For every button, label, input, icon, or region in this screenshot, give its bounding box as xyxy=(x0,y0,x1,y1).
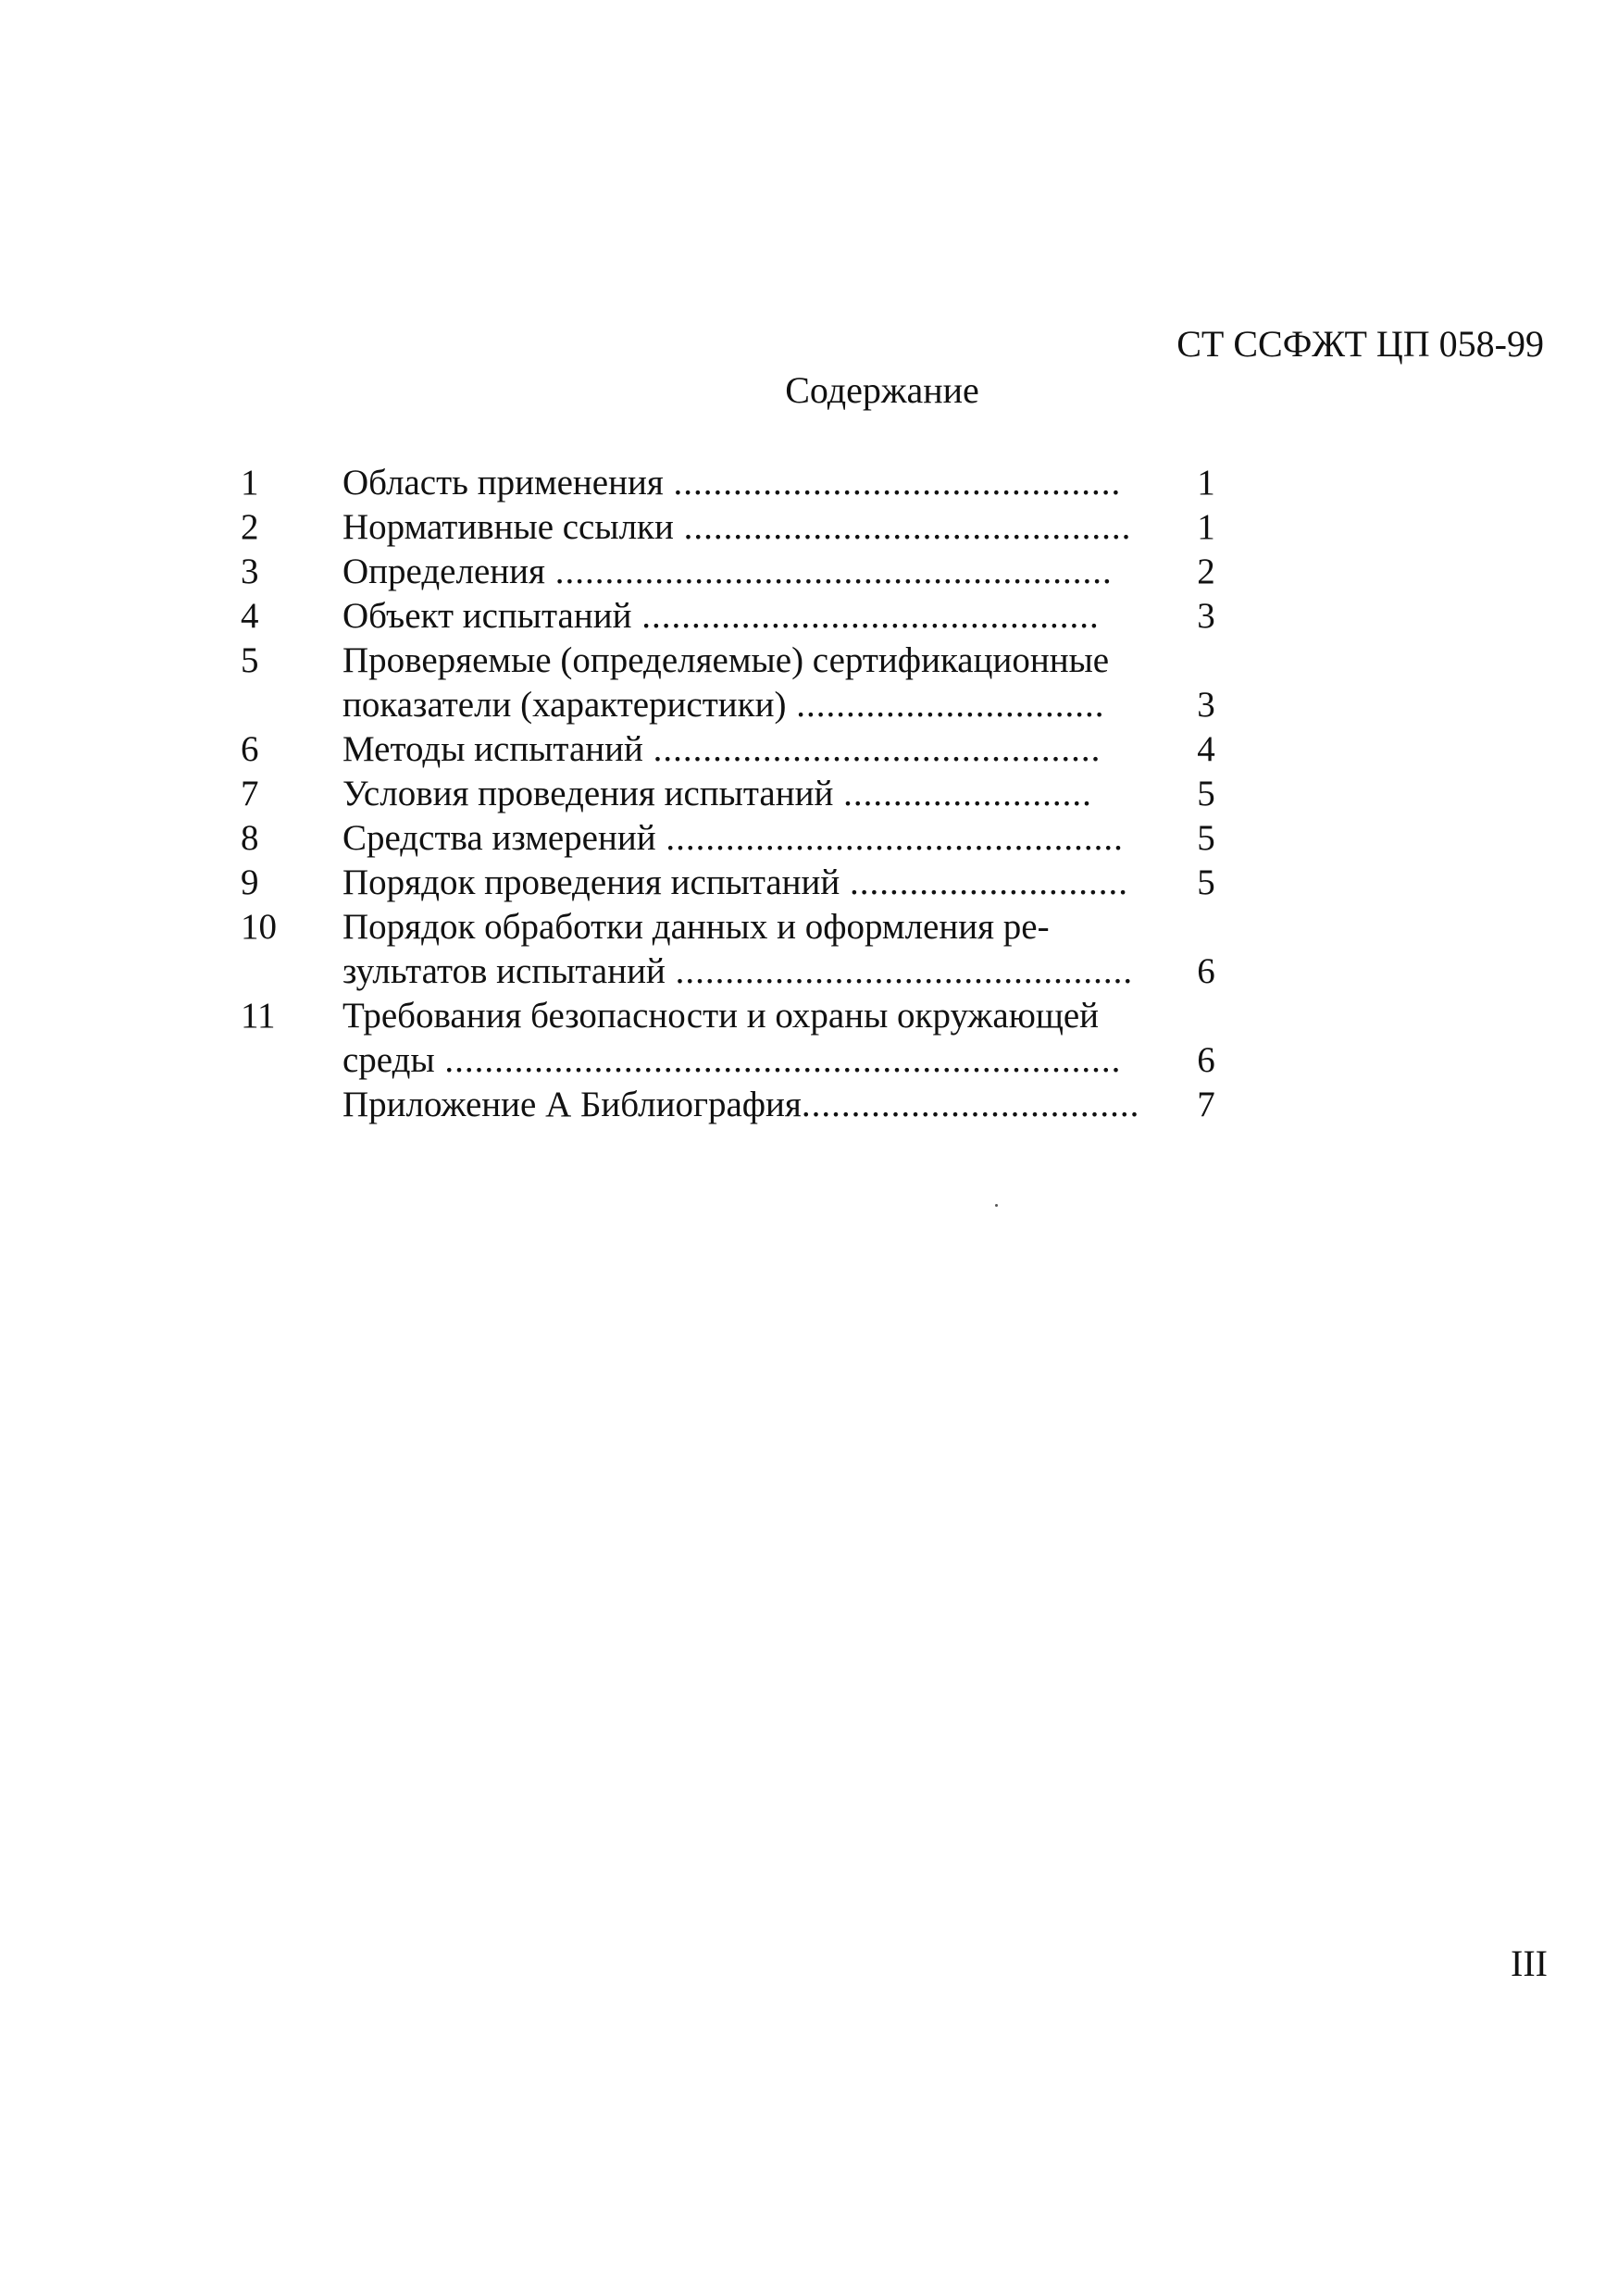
toc-line-text: Порядок проведения испытаний ............................ xyxy=(342,863,1129,902)
toc-title: Содержание xyxy=(785,369,979,411)
toc-line-page: 6 xyxy=(1197,1040,1215,1080)
toc-leader-dots: ............................................. xyxy=(663,463,1122,503)
toc-line-page: 6 xyxy=(1197,951,1215,991)
toc-line-page: 5 xyxy=(1197,818,1215,858)
toc-line-text: среды .................................................................... xyxy=(342,1040,1122,1080)
toc-line xyxy=(241,772,1222,816)
toc-line xyxy=(241,505,1222,550)
toc-line-number: 11 xyxy=(241,996,276,1036)
toc-line-text: Область применения ............................................. xyxy=(342,463,1122,503)
toc-line-page: 5 xyxy=(1197,863,1215,902)
toc-line-text: Средства измерений .............................................. xyxy=(342,818,1124,858)
scan-speck xyxy=(995,1204,998,1207)
toc-line-text: Условия проведения испытаний ......................... xyxy=(342,774,1092,813)
toc-line-text: Определения ........................................................ xyxy=(342,552,1113,591)
toc-leader-dots: .................................. xyxy=(801,1085,1140,1124)
toc-line xyxy=(241,683,1222,727)
toc-line xyxy=(241,905,1222,949)
toc-line-page: 5 xyxy=(1197,774,1215,813)
table-of-contents xyxy=(241,461,1222,1127)
toc-leader-dots: .............................................. xyxy=(631,596,1100,636)
toc-line-text: Требования безопасности и охраны окружающей xyxy=(342,996,1100,1036)
toc-line-page: 1 xyxy=(1197,507,1215,547)
toc-line-text: показатели (характеристики) ............................... xyxy=(342,685,1105,725)
toc-leader-dots: ............................ xyxy=(840,863,1129,902)
toc-line xyxy=(241,1083,1222,1127)
toc-line-number: 6 xyxy=(241,729,259,769)
toc-line xyxy=(241,461,1222,505)
toc-line-number: 7 xyxy=(241,774,259,813)
toc-line xyxy=(241,1038,1222,1083)
toc-leader-dots: ............................................. xyxy=(642,729,1101,769)
toc-line-text: Проверяемые (определяемые) сертификационные xyxy=(342,640,1110,680)
toc-line xyxy=(241,816,1222,861)
toc-line-text: Приложение А Библиография.................................. xyxy=(342,1085,1140,1124)
toc-line xyxy=(241,994,1222,1038)
toc-line-page: 1 xyxy=(1197,463,1215,503)
toc-line xyxy=(241,727,1222,772)
toc-leader-dots: .............................................. xyxy=(665,951,1134,991)
toc-leader-dots: .................................................................... xyxy=(434,1040,1122,1080)
toc-leader-dots: ............................... xyxy=(786,685,1105,725)
toc-line-number: 3 xyxy=(241,552,259,591)
toc-line-number: 9 xyxy=(241,863,259,902)
toc-line-page: 3 xyxy=(1197,596,1215,636)
toc-leader-dots: .............................................. xyxy=(655,818,1124,858)
toc-line-text: Объект испытаний .............................................. xyxy=(342,596,1100,636)
toc-line-number: 8 xyxy=(241,818,259,858)
document-code: СТ ССФЖТ ЦП 058-99 xyxy=(1176,323,1544,365)
toc-line xyxy=(241,949,1222,994)
toc-line-number: 4 xyxy=(241,596,259,636)
toc-line-text: Нормативные ссылки ............................................. xyxy=(342,507,1132,547)
toc-line-number: 5 xyxy=(241,640,259,680)
toc-line-page: 4 xyxy=(1197,729,1215,769)
page-number: III xyxy=(1511,1942,1548,1984)
toc-line-number: 10 xyxy=(241,907,277,947)
toc-line-text: зультатов испытаний .............................................. xyxy=(342,951,1134,991)
toc-leader-dots: ........................................................ xyxy=(544,552,1113,591)
toc-leader-dots: ......................... xyxy=(833,774,1092,813)
toc-line-page: 2 xyxy=(1197,552,1215,591)
toc-line-page: 7 xyxy=(1197,1085,1215,1124)
toc-line-number: 1 xyxy=(241,463,259,503)
toc-line xyxy=(241,594,1222,639)
toc-line xyxy=(241,550,1222,594)
toc-line xyxy=(241,639,1222,683)
toc-line-number: 2 xyxy=(241,507,259,547)
toc-leader-dots: ............................................. xyxy=(673,507,1132,547)
toc-line-text: Методы испытаний ............................................. xyxy=(342,729,1101,769)
toc-line xyxy=(241,861,1222,905)
toc-line-text: Порядок обработки данных и оформления ре- xyxy=(342,907,1050,947)
toc-line-page: 3 xyxy=(1197,685,1215,725)
